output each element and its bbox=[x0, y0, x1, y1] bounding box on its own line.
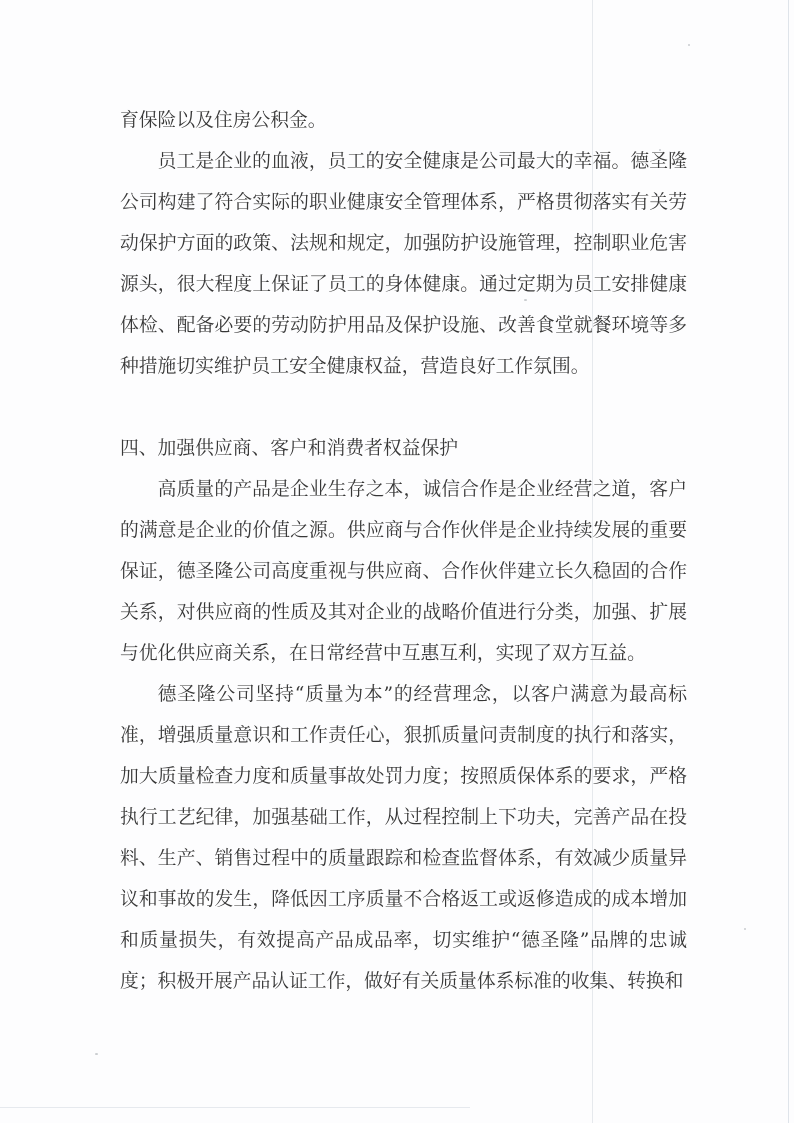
section-heading-supplier-customer-rights: 四、加强供应商、客户和消费者权益保护 bbox=[120, 438, 459, 459]
scan-speck bbox=[744, 928, 746, 930]
scan-speck bbox=[688, 44, 690, 46]
paragraph-quality-management: 德圣隆公司坚持“质量为本”的经营理念，以客户满意为最高标准，增强质量意识和工作责任心，狠抓质量问责制度的执行和落实，加大质量检查力度和质量事故处罚力度；按照质保体系的要求，严格执行工艺纪律，加强基础工作，从过程控制上下功夫，完善产品在投料、生产、销售过程中的质量跟踪和检查监督体系，有效减少质量异议和事故的发生，降低因工序质量不合格返工或返修造成的成本增加和质量损失，有效提高产品成品率，切实维护“德圣隆”品牌的忠诚度；积极开展产品认证工作，做好有关质量体系标准的收集、转换和 bbox=[120, 684, 687, 992]
scan-speck bbox=[95, 1053, 98, 1055]
paragraph-supplier-partnership: 高质量的产品是企业生存之本，诚信合作是企业经营之道，客户的满意是企业的价值之源。供应商与合作伙伴是企业持续发展的重要保证，德圣隆公司高度重视与供应商、合作伙伴建立长久稳固的合作关系，对供应商的性质及其对企业的战略价值进行分类，加强、扩展与优化供应商关系，在日常经营中互惠互利，实现了双方互益。 bbox=[120, 479, 687, 664]
document-body bbox=[120, 100, 687, 1002]
paragraph-continuation: 育保险以及住房公积金。 bbox=[120, 110, 327, 131]
paragraph-employee-health: 员工是企业的血液，员工的安全健康是公司最大的幸福。德圣隆公司构建了符合实际的职业健康安全管理体系，严格贯彻落实有关劳动保护方面的政策、法规和规定，加强防护设施管理，控制职业危害源头，很大程度上保证了员工的身体健康。通过定期为员工安排健康体检、配备必要的劳动防护用品及保护设施、改善食堂就餐环境等多种措施切实维护员工安全健康权益，营造良好工作氛围。 bbox=[120, 151, 687, 377]
scan-artifact-horizontal-line bbox=[0, 1107, 470, 1108]
scan-artifact-page-edge-line bbox=[788, 0, 789, 1123]
